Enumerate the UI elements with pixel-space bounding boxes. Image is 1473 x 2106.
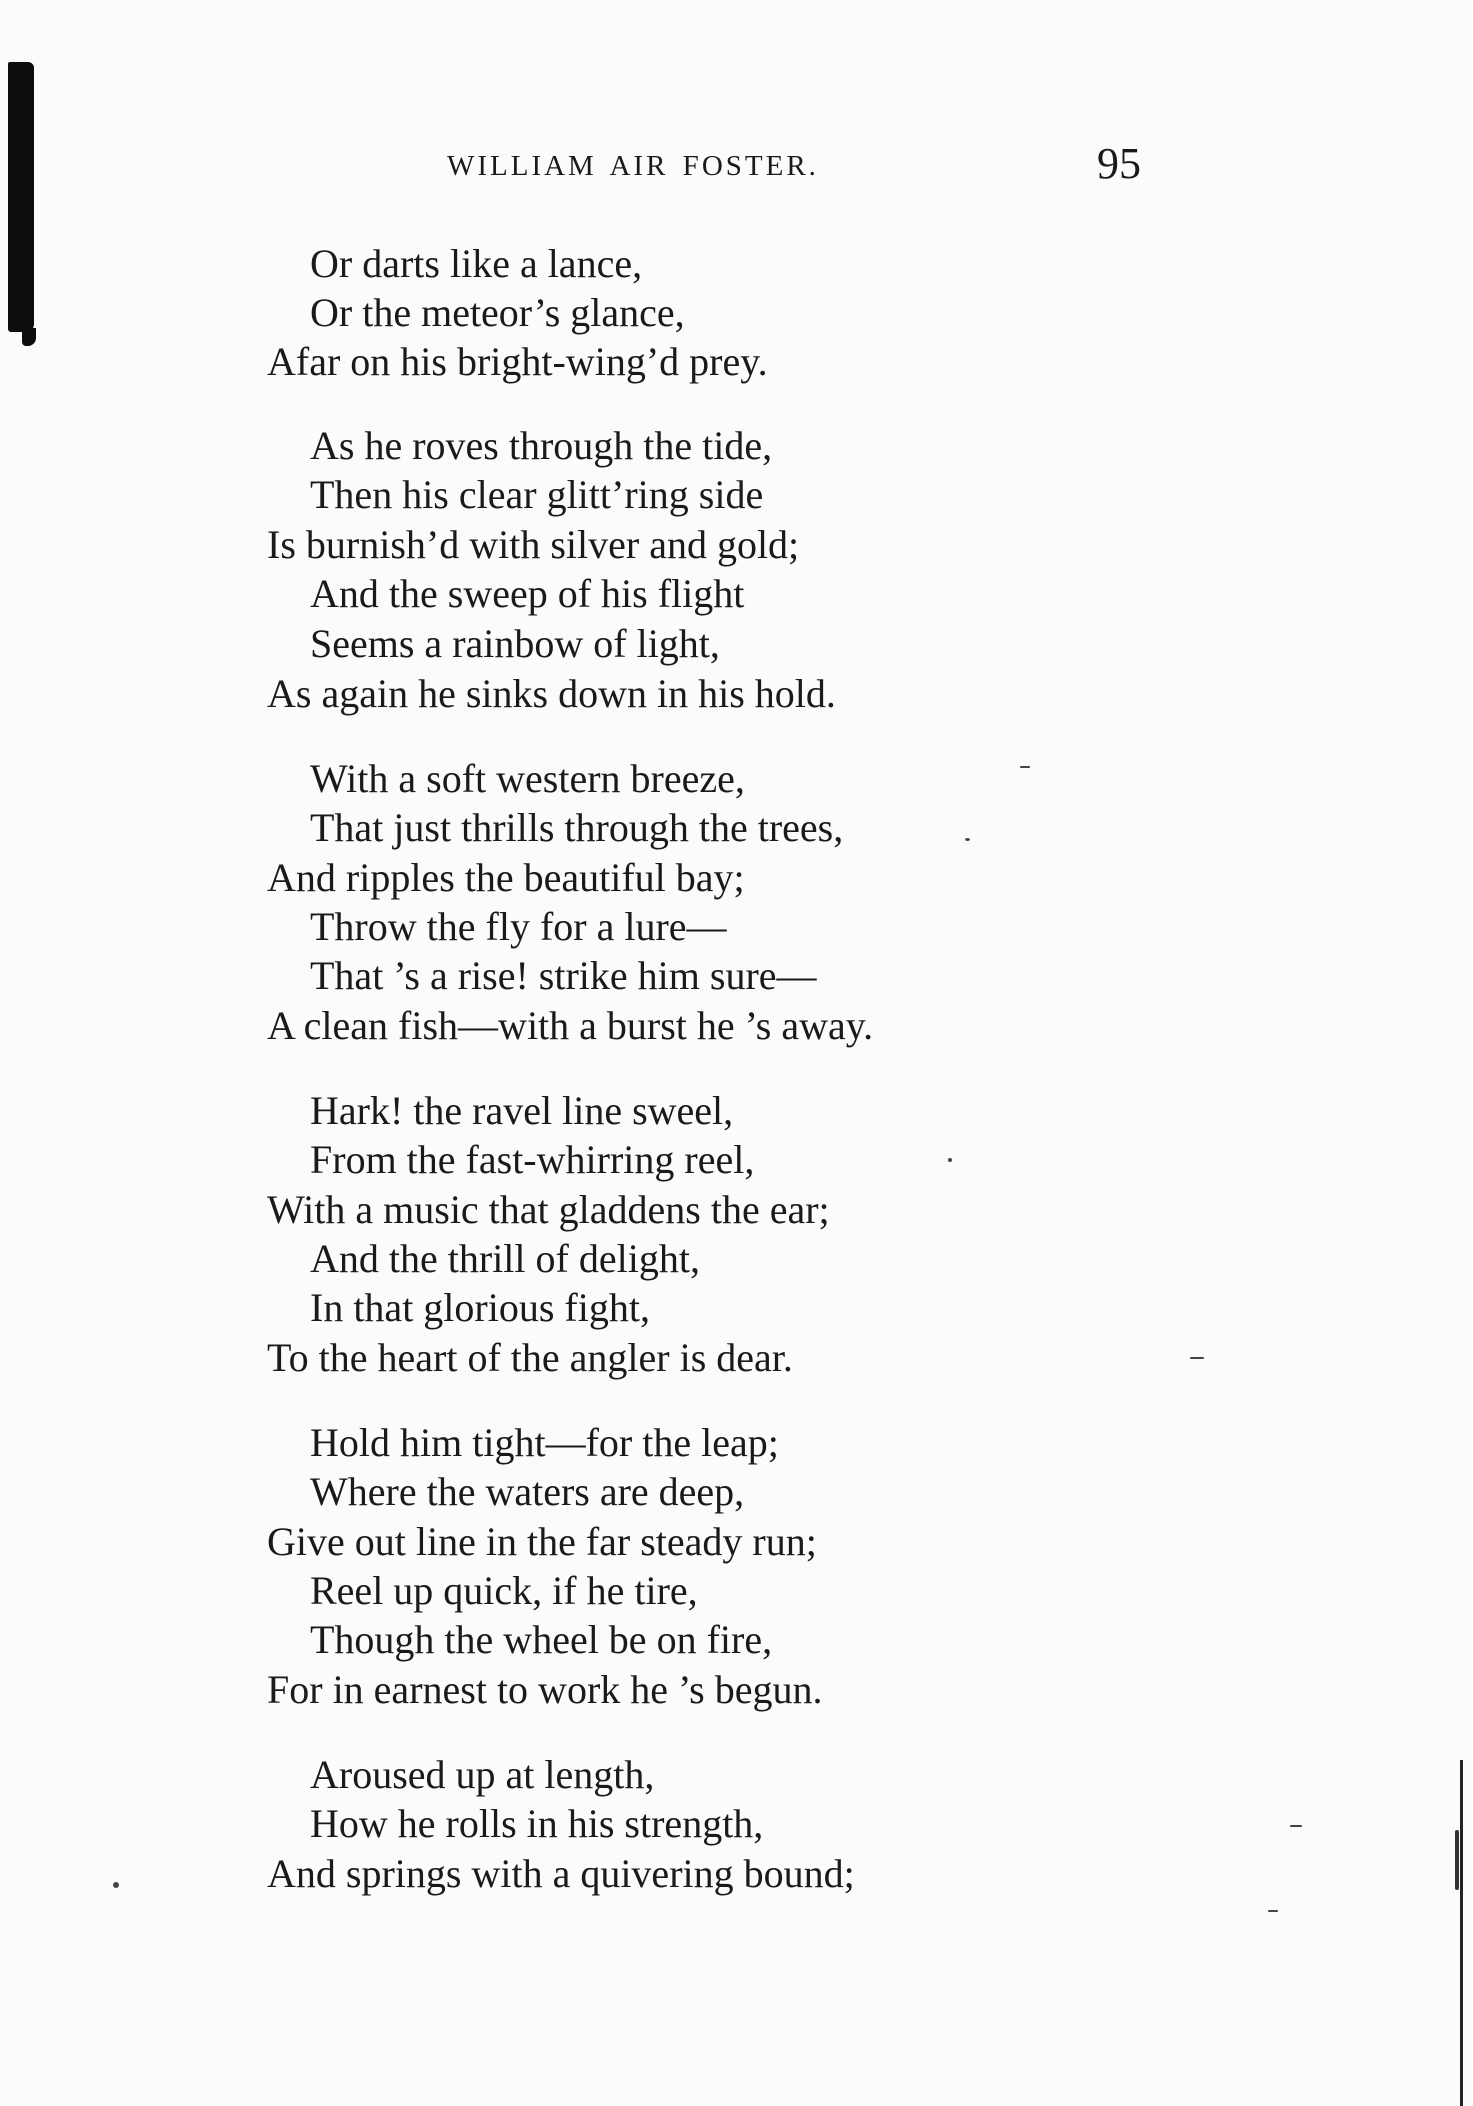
scan-speck (1190, 1357, 1204, 1359)
verse-line: Throw the fly for a lure— (310, 904, 727, 949)
verse-line: And the sweep of his flight (310, 571, 745, 616)
verse-line: From the fast-whirring reel, (310, 1137, 755, 1182)
verse-line: Reel up quick, if he tire, (310, 1568, 698, 1613)
verse-line: As he roves through the tide, (310, 423, 773, 468)
verse-line: Where the waters are deep, (310, 1469, 745, 1514)
verse-line: With a music that gladdens the ear; (267, 1187, 830, 1232)
verse-line: Or the meteor’s glance, (310, 290, 685, 335)
verse-line: Or darts like a lance, (310, 241, 643, 286)
verse-line: With a soft western breeze, (310, 756, 745, 801)
scan-edge-line (1460, 1760, 1463, 2106)
verse-line: That just thrills through the trees, (310, 805, 844, 850)
verse-line: A clean fish—with a burst he ’s away. (267, 1003, 874, 1048)
verse-line: Is burnish’d with silver and gold; (267, 522, 800, 567)
verse-line: Give out line in the far steady run; (267, 1519, 817, 1564)
verse-line: Then his clear glitt’ring side (310, 472, 764, 517)
verse-line: And ripples the beautiful bay; (267, 855, 745, 900)
verse-line: Afar on his bright-wing’d prey. (267, 339, 768, 384)
verse-line: Though the wheel be on fire, (310, 1617, 773, 1662)
scan-speck (1020, 766, 1030, 768)
scan-speck (1290, 1825, 1302, 1827)
verse-line: Seems a rainbow of light, (310, 621, 720, 666)
verse-line: For in earnest to work he ’s begun. (267, 1667, 823, 1712)
scan-speck (113, 1882, 119, 1888)
verse-line: In that glorious fight, (310, 1285, 650, 1330)
verse-line: Hold him tight—for the leap; (310, 1420, 779, 1465)
verse-line: As again he sinks down in his hold. (267, 671, 836, 716)
verse-line: That ’s a rise! strike him sure— (310, 953, 817, 998)
running-head: WILLIAM AIR FOSTER. (447, 150, 819, 182)
verse-line: And springs with a quivering bound; (267, 1851, 855, 1896)
scan-edge-shadow (8, 62, 34, 332)
scan-speck (965, 838, 970, 841)
scan-speck (948, 1158, 952, 1162)
verse-line: And the thrill of delight, (310, 1236, 700, 1281)
verse-line: How he rolls in his strength, (310, 1801, 764, 1846)
scan-speck (1268, 1910, 1278, 1912)
verse-line: Aroused up at length, (310, 1752, 655, 1797)
verse-line: To the heart of the angler is dear. (267, 1335, 793, 1380)
verse-line: Hark! the ravel line sweel, (310, 1088, 734, 1133)
page-number: 95 (1097, 139, 1141, 188)
